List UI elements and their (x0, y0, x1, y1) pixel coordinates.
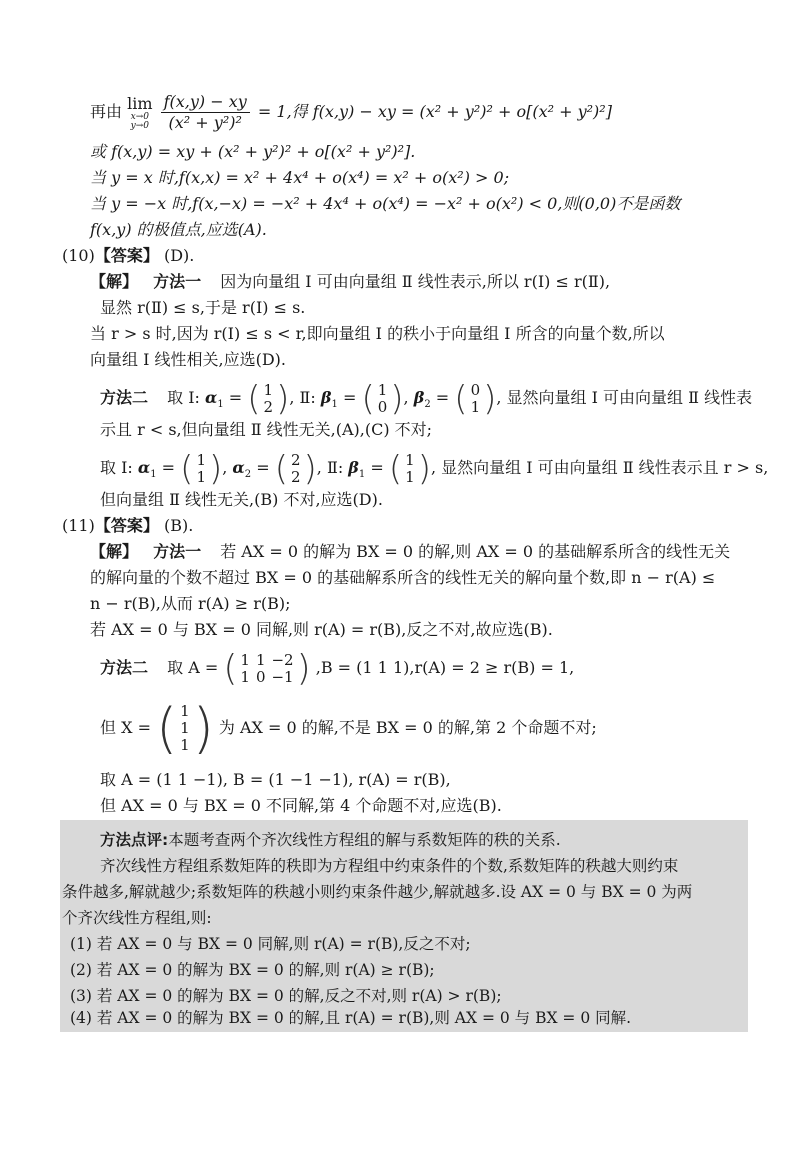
q9-line5: f(x,y) 的极值点,应选(A). (90, 220, 267, 239)
method1-label: 方法一 (153, 542, 202, 561)
vector-alpha2-b: ( 2 2 ) (274, 448, 317, 489)
q11-answer-line (62, 516, 193, 536)
answer-value: (D). (163, 246, 195, 265)
q11-method2-line3: 取 A = (1 1 −1), B = (1 −1 −1), r(A) = r(B), (100, 770, 451, 789)
q10-method1-line3: 当 r > s 时,因为 r(Ⅰ) ≤ s < r,即向量组 Ⅰ 的秩小于向量组 Ⅰ 所含的向量个数,所以 (90, 324, 665, 343)
q10-answer-line (62, 246, 194, 266)
q9-limit-line (90, 92, 612, 133)
q10-method1-line2: 显然 r(Ⅱ) ≤ s,于是 r(Ⅰ) ≤ s. (100, 298, 306, 317)
review-line3: 条件越多,解就越少;系数矩阵的秩越小则约束条件越少,解就越多.设 AX = 0 与 BX = 0 为两 (62, 883, 693, 901)
review-item-3: (3) 若 AX = 0 的解为 BX = 0 的解,反之不对,则 r(A) > r(B); (70, 987, 502, 1005)
limit-operator: lim x→0 y→0 (127, 93, 153, 131)
review-line4: 个齐次线性方程组,则: (62, 909, 212, 927)
q11-method2-line4: 但 AX = 0 与 BX = 0 不同解,第 4 个命题不对,应选(B). (100, 796, 502, 815)
q9-line2: 或 f(x,y) = xy + (x² + y²)² + o[(x² + y²)²]. (90, 142, 416, 161)
solution-label: 【解】 (90, 542, 139, 561)
q9-line4: 当 y = −x 时,f(x,−x) = −x² + 4x⁴ + o(x⁴) = −x² + o(x²) < 0,则(0,0)不是函数 (90, 194, 681, 213)
vector-X: ( 1 1 1 ) (156, 696, 214, 760)
answer-value: (B). (163, 516, 194, 535)
q10-method2-line1: 方法二 取 Ⅰ: $\alpha_1$ = ( 1 2 ), Ⅱ: $\beta_1$ = ( 1 0 ), $\beta_2$ = ( 0 1 ), 显然向量组 Ⅰ 可由向量组 Ⅱ 线性表 (100, 378, 753, 419)
q9-line3: 当 y = x 时,f(x,x) = x² + 4x⁴ + o(x⁴) = x² + o(x²) > 0; (90, 168, 510, 187)
vector-beta1: ( 1 0 ) (361, 378, 404, 419)
answer-label: 【答案】 (94, 516, 159, 535)
q11-method2-line1: 方法二 取 A = ( 1 1 −2 1 0 −1 ) ,B = (1 1 1),r(A) = 2 ≥ r(B) = 1, (100, 647, 575, 689)
q11-method1-line2: 的解向量的个数不超过 BX = 0 的基础解系所含的线性无关的解向量个数,即 n − r(A) ≤ (90, 568, 716, 587)
answer-label: 【答案】 (94, 246, 159, 265)
solution-label: 【解】 (90, 272, 139, 291)
question-number: (10) (62, 246, 95, 265)
review-item-2: (2) 若 AX = 0 的解为 BX = 0 的解,则 r(A) ≥ r(B); (70, 961, 435, 979)
review-item-4: (4) 若 AX = 0 的解为 BX = 0 的解,且 r(A) = r(B),则 AX = 0 与 BX = 0 同解. (70, 1009, 632, 1027)
review-label: 方法点评: (100, 831, 169, 849)
q10-method2-line4: 但向量组 Ⅱ 线性无关,(B) 不对,应选(D). (100, 490, 383, 509)
method2-label: 方法二 (100, 388, 149, 407)
review-line1: 方法点评:本题考查两个齐次线性方程组的解与系数矩阵的秩的关系. (100, 831, 561, 849)
method2-label: 方法二 (100, 658, 149, 677)
q10-method2-line3: 取 Ⅰ: $\alpha_1$ = ( 1 1 ), $\alpha_2$ = ( 2 2 ), Ⅱ: $\beta_1$ = ( 1 1 ), 显然向量组 Ⅰ 可由向量组 Ⅱ 线性表示且 r > s, (100, 448, 769, 489)
vector-alpha1: ( 1 2 ) (247, 378, 290, 419)
q11-method1-line1: 【解】 方法一 若 AX = 0 的解为 BX = 0 的解,则 AX = 0 的基础解系所含的线性无关 (90, 542, 731, 561)
vector-alpha1-b: ( 1 1 ) (180, 448, 223, 489)
vector-beta1-b: ( 1 1 ) (388, 448, 431, 489)
matrix-A: ( 1 1 −2 1 0 −1 ) (223, 647, 311, 689)
limit-fraction: $\frac{f(x,y) - xy}{\text{(x² + y²)²}}$ (161, 92, 250, 133)
review-line2: 齐次线性方程组系数矩阵的秩即为方程组中约束条件的个数,系数矩阵的秩越大则约束 (100, 857, 679, 875)
q9-line1-post: = 1,得 f(x,y) − xy = (x² + y²)² + o[(x² + y²)²] (257, 102, 612, 121)
q10-method1-line1: 【解】 方法一 因为向量组 Ⅰ 可由向量组 Ⅱ 线性表示,所以 r(Ⅰ) ≤ r(Ⅱ), (90, 272, 611, 291)
q11-method2-line2: 但 X = ( 1 1 1 ) 为 AX = 0 的解,不是 BX = 0 的解,第 2 个命题不对; (100, 696, 597, 760)
q10-method2-line2: 示且 r < s,但向量组 Ⅱ 线性无关,(A),(C) 不对; (100, 420, 433, 439)
method1-label: 方法一 (153, 272, 202, 291)
q9-line1-pre: 再由 (90, 102, 123, 121)
q10-method1-line4: 向量组 Ⅰ 线性相关,应选(D). (90, 350, 286, 369)
vector-beta2: ( 0 1 ) (454, 378, 497, 419)
question-number: (11) (62, 516, 95, 535)
review-item-1: (1) 若 AX = 0 与 BX = 0 同解,则 r(A) = r(B),反之不对; (70, 935, 471, 953)
q11-method1-line4: 若 AX = 0 与 BX = 0 同解,则 r(A) = r(B),反之不对,故应选(B). (90, 620, 553, 639)
q11-method1-line3: n − r(B),从而 r(A) ≥ r(B); (90, 594, 291, 613)
